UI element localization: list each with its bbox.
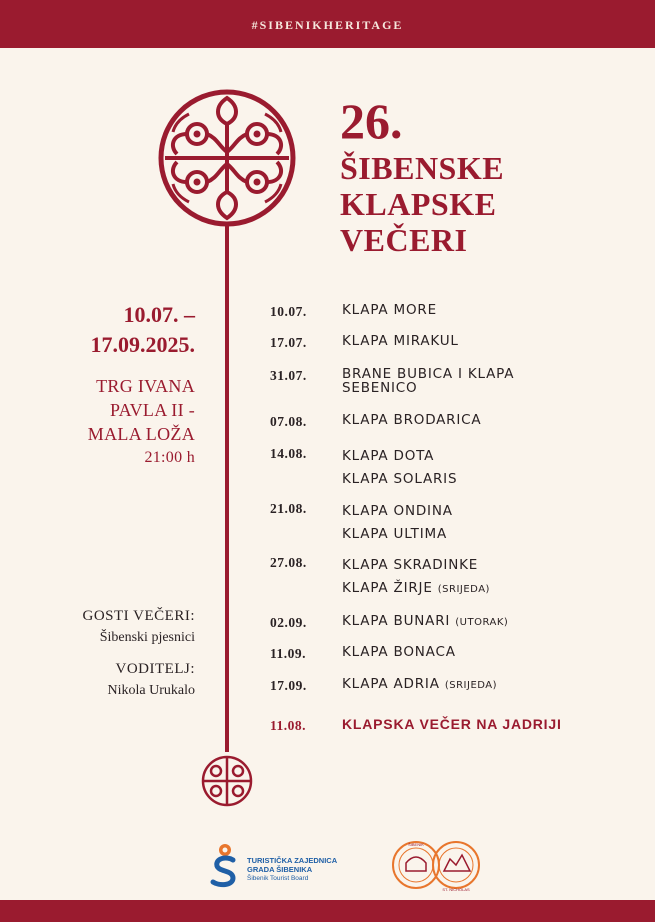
schedule-date: 17.09.	[270, 678, 307, 693]
venue	[88, 374, 195, 470]
schedule-performer: KLAPA BUNARI (UTORAK)	[342, 613, 509, 629]
date-start: 10.07. –	[123, 302, 195, 327]
event-time: 21:00 h	[144, 449, 195, 466]
schedule-date: 27.08.	[270, 555, 307, 570]
guests-value: Šibenski pjesnici	[99, 630, 195, 645]
schedule-performer: KLAPA BRODARICA	[342, 412, 482, 428]
title-line-1: ŠIBENSKE	[340, 150, 505, 186]
schedule-performer: KLAPA SKRADINKE KLAPA ŽIRJE (SRIJEDA)	[342, 557, 490, 596]
venue-line-3: MALA LOŽA	[87, 424, 195, 444]
host-value: Nikola Urukalo	[107, 683, 195, 698]
special-name: KLAPSKA VEČER NA JADRIJI	[342, 716, 562, 732]
event-title	[340, 92, 504, 258]
schedule-date: 02.09.	[270, 615, 307, 630]
tourist-board-logo-icon	[207, 842, 243, 888]
schedule-performer: KLAPA ADRIA (SRIJEDA)	[342, 676, 498, 692]
host-label: VODITELJ:	[115, 661, 195, 677]
title-line-3: VEČERI	[340, 222, 468, 258]
heritage-badges-icon	[390, 833, 482, 895]
day-note: (UTORAK)	[455, 617, 509, 628]
svg-text:ŠIBENIK: ŠIBENIK	[408, 842, 424, 847]
bottom-banner	[0, 900, 655, 922]
guests-label: GOSTI VEČERI:	[82, 608, 195, 624]
tourist-board-name: TURISTIČKA ZAJEDNICA GRADA ŠIBENIKA Šibenik Tourist Board	[247, 856, 338, 882]
special-date: 11.08.	[270, 718, 307, 733]
schedule-performer: KLAPA MORE	[342, 302, 437, 318]
day-note: (SRIJEDA)	[444, 680, 498, 691]
title-line-2: KLAPSKE	[340, 186, 497, 222]
guests-block	[83, 606, 195, 648]
schedule-date: 14.08.	[270, 446, 307, 461]
day-note: (SRIJEDA)	[437, 584, 490, 595]
schedule-date: 10.07.	[270, 304, 307, 319]
hashtag-label: #SIBENIKHERITAGE	[251, 18, 404, 32]
svg-text:ST. NICHOLAS: ST. NICHOLAS	[442, 887, 470, 892]
date-end: 17.09.2025.	[90, 332, 195, 357]
schedule-performer: KLAPA ONDINA KLAPA ULTIMA	[342, 503, 453, 542]
venue-line-2: PAVLA II -	[109, 400, 195, 420]
schedule-performer: KLAPA BONACA	[342, 644, 456, 660]
schedule-performer: KLAPA DOTA KLAPA SOLARIS	[342, 448, 458, 487]
schedule-date: 21.08.	[270, 501, 307, 516]
edition-number: 26.	[340, 93, 403, 149]
schedule-date: 07.08.	[270, 414, 307, 429]
schedule-date: 11.09.	[270, 646, 307, 661]
schedule-date: 31.07.	[270, 368, 307, 383]
schedule-date: 17.07.	[270, 335, 307, 350]
date-range	[91, 300, 196, 360]
venue-line-1: TRG IVANA	[96, 376, 195, 396]
host-block	[108, 659, 195, 701]
schedule-performer: KLAPA MIRAKUL	[342, 333, 459, 349]
schedule-performer: BRANE BUBICA I KLAPA SEBENICO	[342, 366, 515, 396]
